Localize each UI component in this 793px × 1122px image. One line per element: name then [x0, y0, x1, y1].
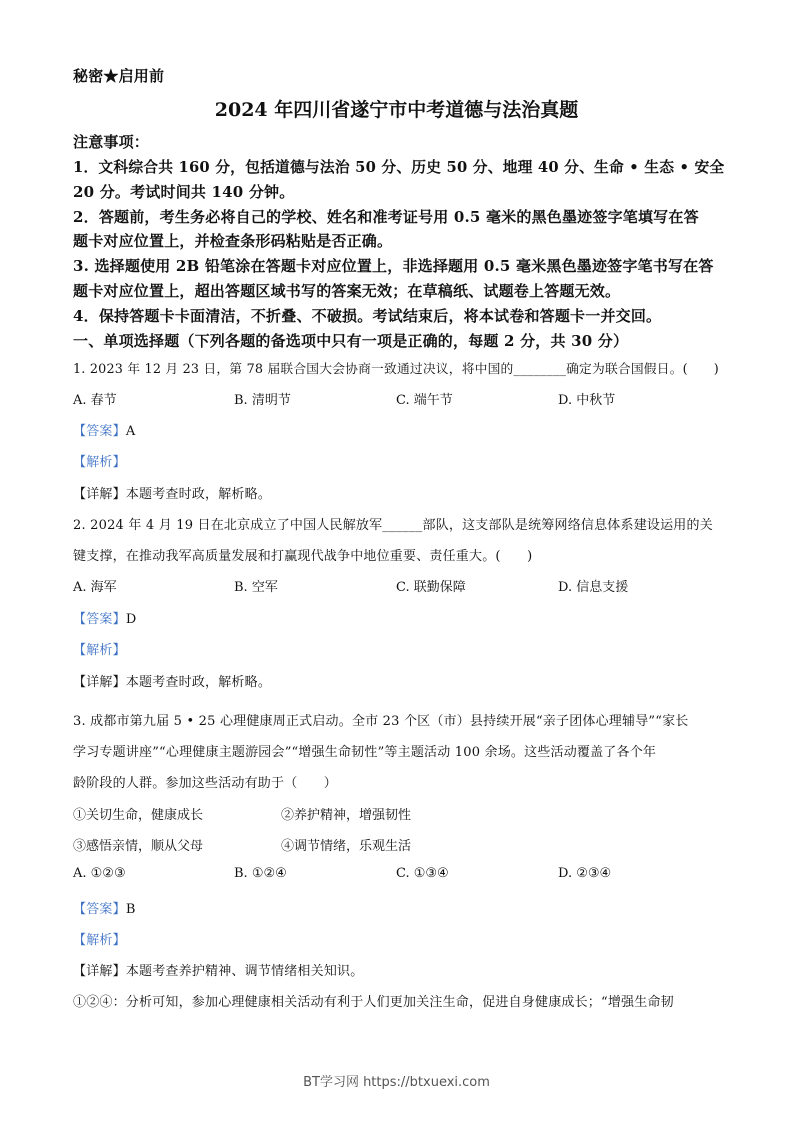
question-stem: 1. 2023 年 12 月 23 日，第 78 届联合国大会协商一致通过决议，将中国的________确定为联合国假日。( ): [73, 362, 719, 377]
detail-text: 本题考查时政，解析略。: [125, 675, 272, 690]
option-c: C. ①③④: [396, 866, 449, 881]
answer-row: [73, 898, 136, 917]
question-stem: 键支撑，在推动我军高质量发展和打赢现代战争中地位重要、责任重大。( ): [73, 549, 533, 564]
detail-row: [73, 483, 271, 502]
notice-line: 1．文科综合共 160 分，包括道德与法治 50 分、历史 50 分、地理 40 分、生命 • 生态 • 安全: [73, 159, 725, 176]
analysis-tag: 【解析】: [73, 455, 126, 470]
notice-line: 3. 选择题使用 2B 铅笔涂在答题卡对应位置上，非选择题用 0.5 毫米黑色墨迹签字笔书写在答: [73, 257, 714, 275]
detail-text: 本题考查养护精神、调节情绪相关知识。: [125, 964, 364, 979]
option-d: D. ②③④: [558, 866, 612, 881]
detail-tag: 【详解】: [73, 675, 126, 690]
footer-watermark: BT学习网 https://btxuexi.com: [303, 1075, 490, 1090]
statement-item: ④调节情绪，乐观生活: [281, 839, 412, 854]
option-b: B. ①②④: [234, 866, 287, 881]
detail-tag: 【详解】: [73, 487, 126, 502]
answer-value: D: [125, 612, 137, 627]
statement-item: ②养护精神，增强韧性: [281, 808, 412, 823]
option-b: B. 清明节: [234, 393, 291, 408]
notice-heading: 注意事项：: [73, 133, 150, 151]
option-d: D. 中秋节: [558, 393, 616, 408]
answer-row: [73, 420, 135, 439]
secret-label: 秘密★启用前: [73, 67, 165, 85]
answer-value: B: [125, 902, 136, 917]
option-a: A. 海军: [73, 580, 117, 595]
statement-item: ①关切生命，健康成长: [73, 808, 204, 823]
option-d: D. 信息支援: [558, 580, 629, 595]
option-a: A. ①②③: [73, 866, 126, 881]
notice-line: 题卡对应位置上，超出答题区域书写的答案无效；在草稿纸、试题卷上答题无效。: [73, 282, 621, 300]
question-stem: 学习专题讲座”“心理健康主题游园会”“增强生命韧性”等主题活动 100 余场。这些活动覆盖了各个年: [73, 745, 657, 760]
answer-value: A: [125, 424, 136, 439]
notice-line: 4．保持答题卡卡面清洁，不折叠、不破损。考试结束后，将本试卷和答题卡一并交回。: [73, 307, 662, 325]
option-a: A. 春节: [73, 393, 117, 408]
answer-tag: 【答案】: [73, 612, 126, 627]
notice-line: 2．答题前，考生务必将自己的学校、姓名和准考证号用 0.5 毫米的黑色墨迹签字笔填写在答: [73, 208, 699, 226]
option-c: C. 端午节: [396, 393, 453, 408]
answer-row: [73, 608, 136, 627]
question-stem: 龄阶段的人群。参加这些活动有助于（ ）: [73, 776, 338, 791]
detail-row: [73, 671, 271, 690]
detail-row: [73, 960, 363, 979]
notice-line: 20 分。考试时间共 140 分钟。: [73, 183, 295, 201]
detail-text: 本题考查时政，解析略。: [125, 487, 272, 502]
option-c: C. 联勤保障: [396, 580, 466, 595]
question-stem: 2. 2024 年 4 月 19 日在北京成立了中国人民解放军______部队，这支部队是统筹网络信息体系建设运用的关: [73, 518, 713, 533]
option-b: B. 空军: [234, 580, 278, 595]
answer-tag: 【答案】: [73, 424, 126, 439]
notice-line: 题卡对应位置上，并检查条形码粘贴是否正确。: [73, 232, 393, 250]
page-title: 2024 年四川省遂宁市中考道德与法治真题: [214, 99, 579, 121]
analysis-tag: 【解析】: [73, 643, 126, 658]
explanation-text: ①②④：分析可知，参加心理健康相关活动有利于人们更加关注生命，促进自身健康成长；“增强生命韧: [73, 995, 674, 1010]
question-stem: 3. 成都市第九届 5 • 25 心理健康周正式启动。全市 23 个区（市）县持续开展“亲子团体心理辅导”“家长: [73, 714, 689, 729]
answer-tag: 【答案】: [73, 902, 126, 917]
section-heading: 一、单项选择题（下列各题的备选项中只有一项是正确的，每题 2 分，共 30 分）: [73, 332, 629, 350]
statement-item: ③感悟亲情，顺从父母: [73, 839, 204, 854]
analysis-tag: 【解析】: [73, 933, 126, 948]
detail-tag: 【详解】: [73, 964, 126, 979]
